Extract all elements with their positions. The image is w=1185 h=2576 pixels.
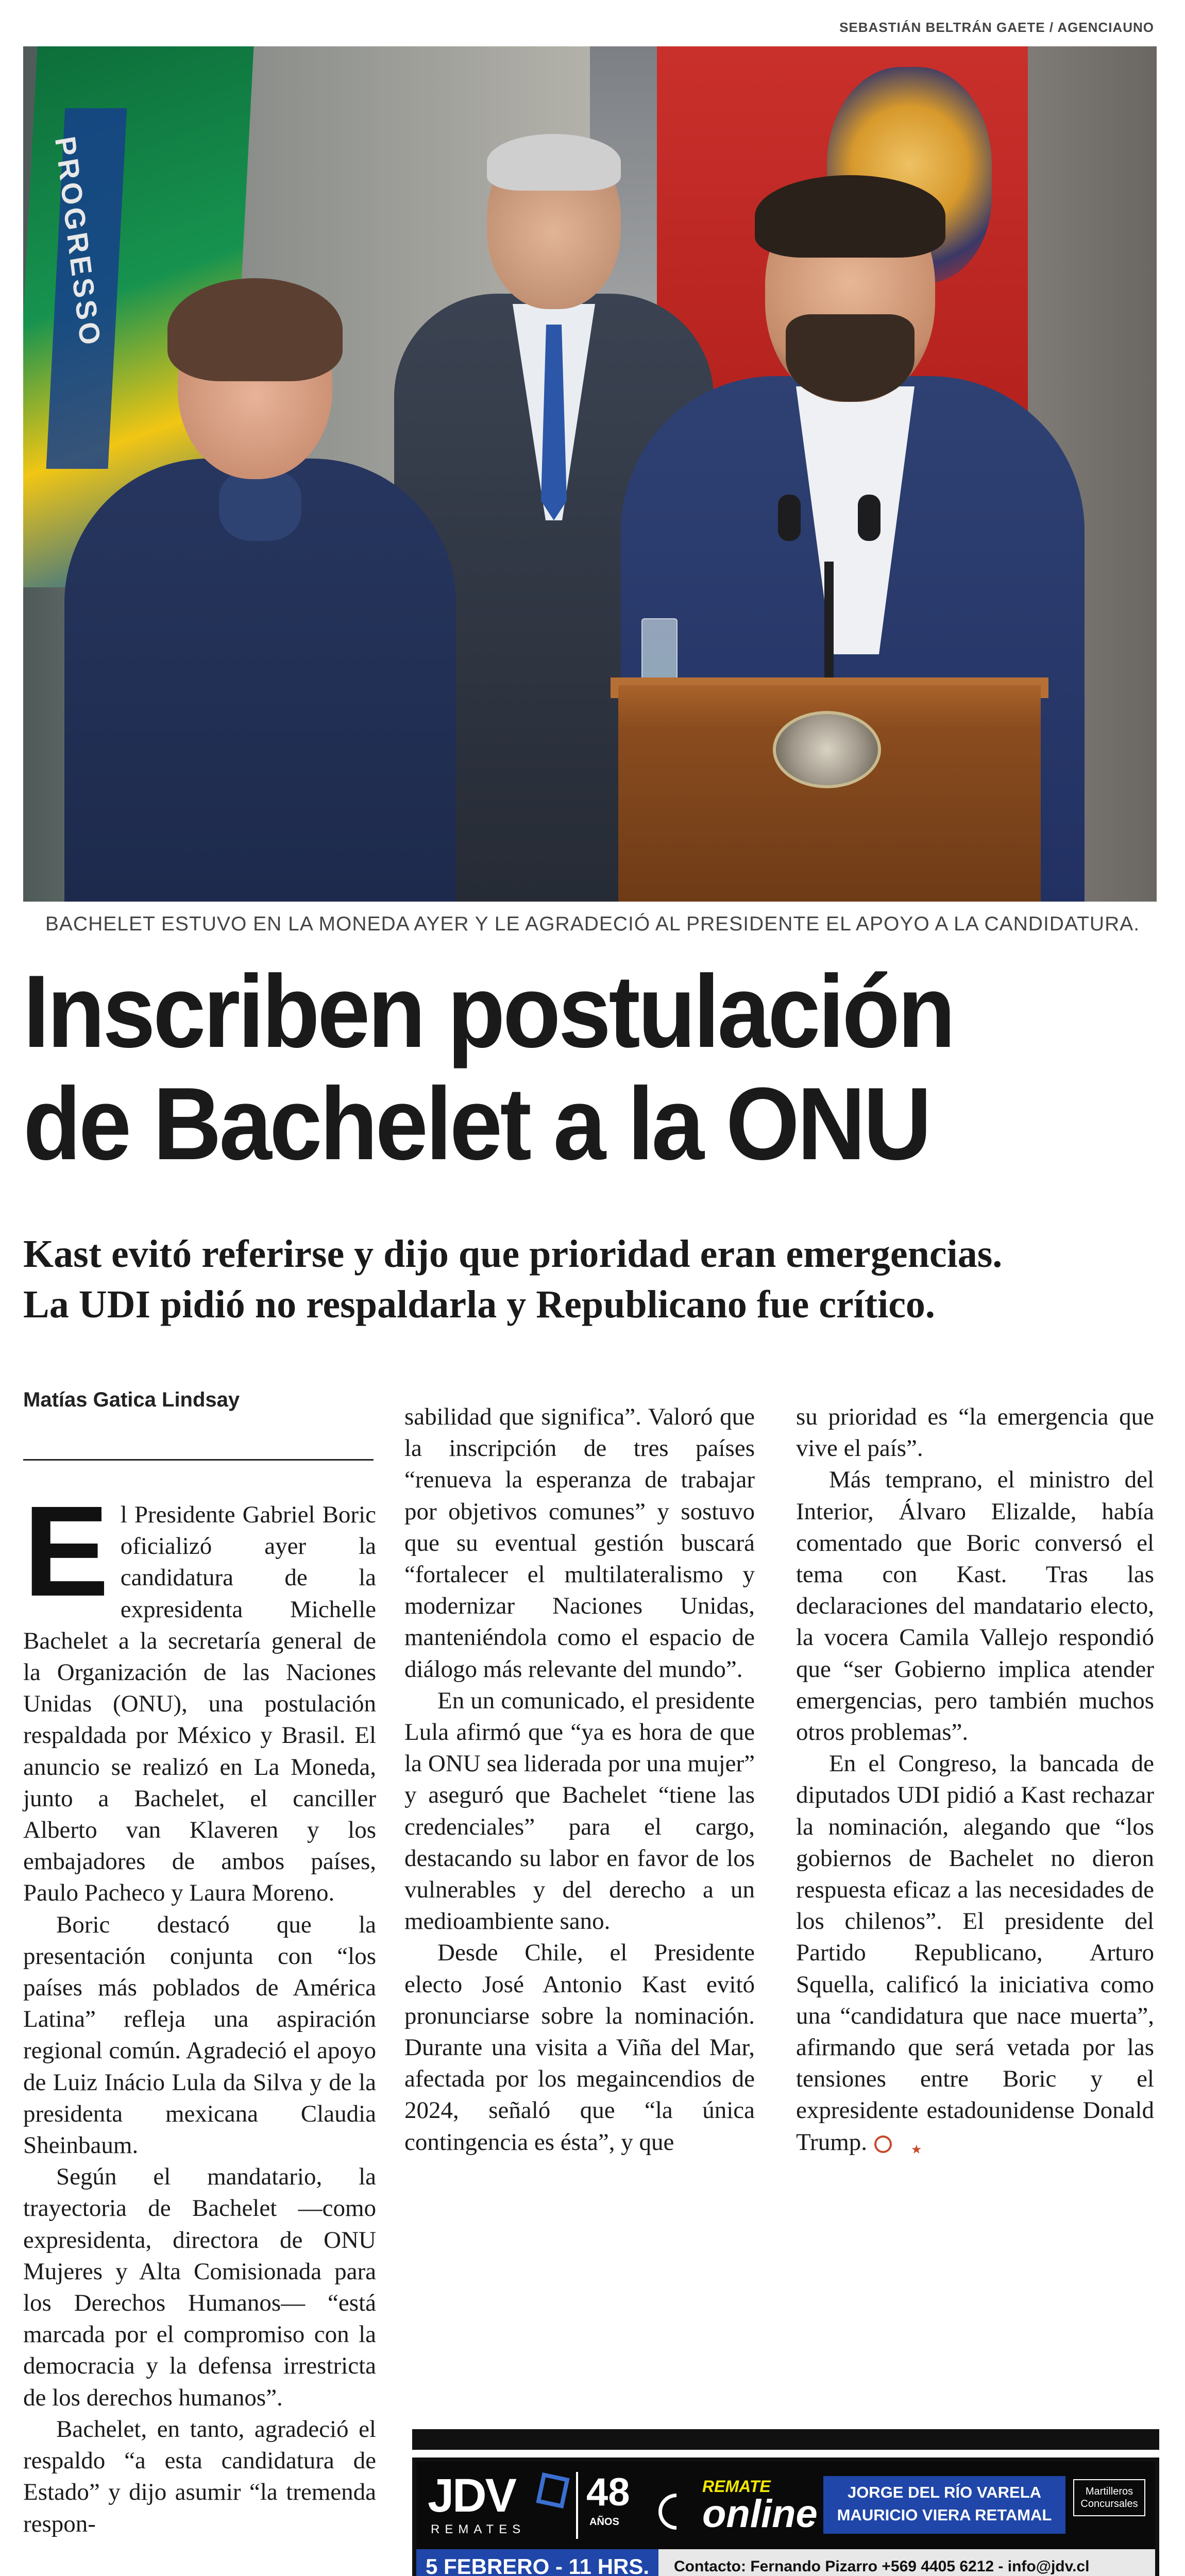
ad-years-label: AÑOS — [589, 2516, 619, 2528]
photo-caption: BACHELET ESTUVO EN LA MONEDA AYER Y LE AGRADECIÓ AL PRESIDENTE EL APOYO A LA CANDIDATURA. — [45, 913, 1140, 935]
headline-line-1: Inscriben postulación — [23, 954, 954, 1069]
advertisement — [412, 2429, 1159, 2576]
byline-rule — [23, 1459, 374, 1461]
ad-brand: JDV — [428, 2469, 515, 2522]
person-right-hair — [755, 175, 945, 258]
water-glass — [641, 618, 678, 685]
article-column-2 — [404, 1401, 755, 2158]
photo-credit: SEBASTIÁN BELTRÁN GAETE / AGENCIAUNO — [839, 20, 1154, 35]
headline — [23, 956, 1085, 1180]
subtitle — [23, 1229, 1177, 1330]
wifi-icon — [651, 2486, 702, 2537]
article-paragraph-text: l Presidente Gabriel Boric oficializó ayer la candidatura de la expresidenta Michelle Bachelet a la secretaría general de la Organización de las Naciones Unidas (ONU), una postulación respaldada por México y Brasil. El anuncio se realizó en La Moneda, junto a Bachelet, el canciller Alberto van Klaveren y los embajadores de ambos países, Paulo Pacheco y Laura Moreno. — [23, 1501, 376, 1907]
ad-auctioneer-1: JORGE DEL RÍO VARELA — [847, 2483, 1042, 2501]
article-column-3 — [796, 1401, 1154, 2158]
article-paragraph: Más temprano, el ministro del Interior, Álvaro Elizalde, había comentado que Boric conversó el tema con Kast. Tras las declaraciones del mandatario electo, la vocera Camila Vallejo respondió que “ser Gobierno implica atender emergencias, pero también muchos otros problemas”. — [796, 1466, 1154, 1746]
flag-text: PROGRESSO — [48, 134, 108, 350]
ad-auctioneers — [823, 2476, 1065, 2534]
ad-frame — [412, 2458, 1159, 2576]
person-left-hair — [167, 278, 343, 381]
ad-brand-sub: REMATES — [431, 2522, 526, 2536]
news-photo — [23, 46, 1157, 902]
microphone-icon — [858, 495, 881, 541]
ad-remate: REMATE — [702, 2477, 771, 2496]
person-right-beard — [786, 314, 915, 402]
ad-years: 48 — [586, 2470, 630, 2514]
subtitle-line-2: La UDI pidió no respaldarla y Republicano fue crítico. — [23, 1283, 935, 1326]
article-paragraph — [796, 1748, 1154, 2158]
ad-contact: Contacto: Fernando Pizarro +569 4405 6212 - info@jdv.cl — [674, 2558, 1090, 2575]
headline-line-2: de Bachelet a la ONU — [23, 1066, 929, 1181]
ad-top-rule — [412, 2429, 1159, 2450]
brand-square-icon — [536, 2472, 569, 2509]
ad-date: 5 FEBRERO - 11 HRS. — [416, 2549, 658, 2576]
ad-header — [416, 2462, 1155, 2549]
article-column-1 — [23, 1479, 376, 2540]
article-paragraph: En un comunicado, el presidente Lula afirmó que “ya es hora de que la ONU sea liderada por una mujer” y aseguró que Bachelet “tiene las credenciales” para el cargo, destacando su labor en favor de los vulnerables y del derecho a un medioambiente sano. — [404, 1687, 755, 1935]
article-paragraph: su prioridad es “la emergencia que vive el país”. — [796, 1403, 1154, 1462]
microphone-icon — [778, 495, 801, 541]
person-left-neckline — [219, 469, 301, 541]
article-paragraph: Según el mandatario, la trayectoria de Bachelet —como expresidenta, directora de ONU Mujeres y Alta Comisionada para los Derechos Humanos— “está marcada por el compromiso con la democracia y la defensa irrestricta de los derechos humanos”. — [23, 2163, 376, 2411]
drop-cap: E — [23, 1479, 109, 1623]
article-paragraph: sabilidad que significa”. Valoró que la inscripción de tres países “renueva la esperanza de trabajar por objetivos comunes” y sostuvo que su eventual gestión buscará “fortalecer el multilateralismo y modernizar Naciones Unidas, manteniéndola como el espacio de diálogo más relevante del mundo”. — [404, 1403, 755, 1683]
article-paragraph: Bachelet, en tanto, agradeció el respaldo “a esta candidatura de Estado” y dijo asumir “la tremenda respon- — [23, 2415, 376, 2537]
article-paragraph: Boric destacó que la presentación conjunta con “los países más poblados de América Latina” refleja una aspiración regional común. Agradeció el apoyo de Luiz Inácio Lula da Silva y de la presidenta mexicana Claudia Sheinbaum. — [23, 1911, 376, 2159]
article-paragraph: Desde Chile, el Presidente electo José Antonio Kast evitó pronunciarse sobre la nominación. Durante una visita a Viña del Mar, afectada por los megaincendios de 2024, señaló que “la única contingencia es ésta”, y que — [404, 1939, 755, 2156]
ad-martilleros: Martilleros Concursales — [1073, 2479, 1145, 2516]
article-paragraph-text: En el Congreso, la bancada de diputados UDI pidió a Kast rechazar la nominación, alegando que “los gobiernos de Bachelet no dieron respuesta eficaz a las necesidades de los chilenos”. El presidente del Partido Republicano, Arturo Squella, calificó la iniciativa como una “candidatura que nace muerta”, afirmando que será vetada por las tensiones entre Boric y el expresidente estadounidense Donald Trump. — [796, 1750, 1154, 2156]
ad-separator — [576, 2472, 578, 2539]
byline: Matías Gatica Lindsay — [23, 1388, 240, 1411]
ad-online: online — [702, 2492, 818, 2536]
person-center-hair — [487, 134, 621, 191]
ad-auctioneer-2: MAURICIO VIERA RETAMAL — [837, 2506, 1052, 2524]
end-mark-icon — [874, 2136, 892, 2153]
presidential-seal-icon — [773, 711, 881, 788]
subtitle-line-1: Kast evitó referirse y dijo que prioridad eran emergencias. — [23, 1232, 1003, 1276]
ad-date-bar — [416, 2549, 1155, 2576]
article-paragraph — [23, 1479, 376, 1909]
